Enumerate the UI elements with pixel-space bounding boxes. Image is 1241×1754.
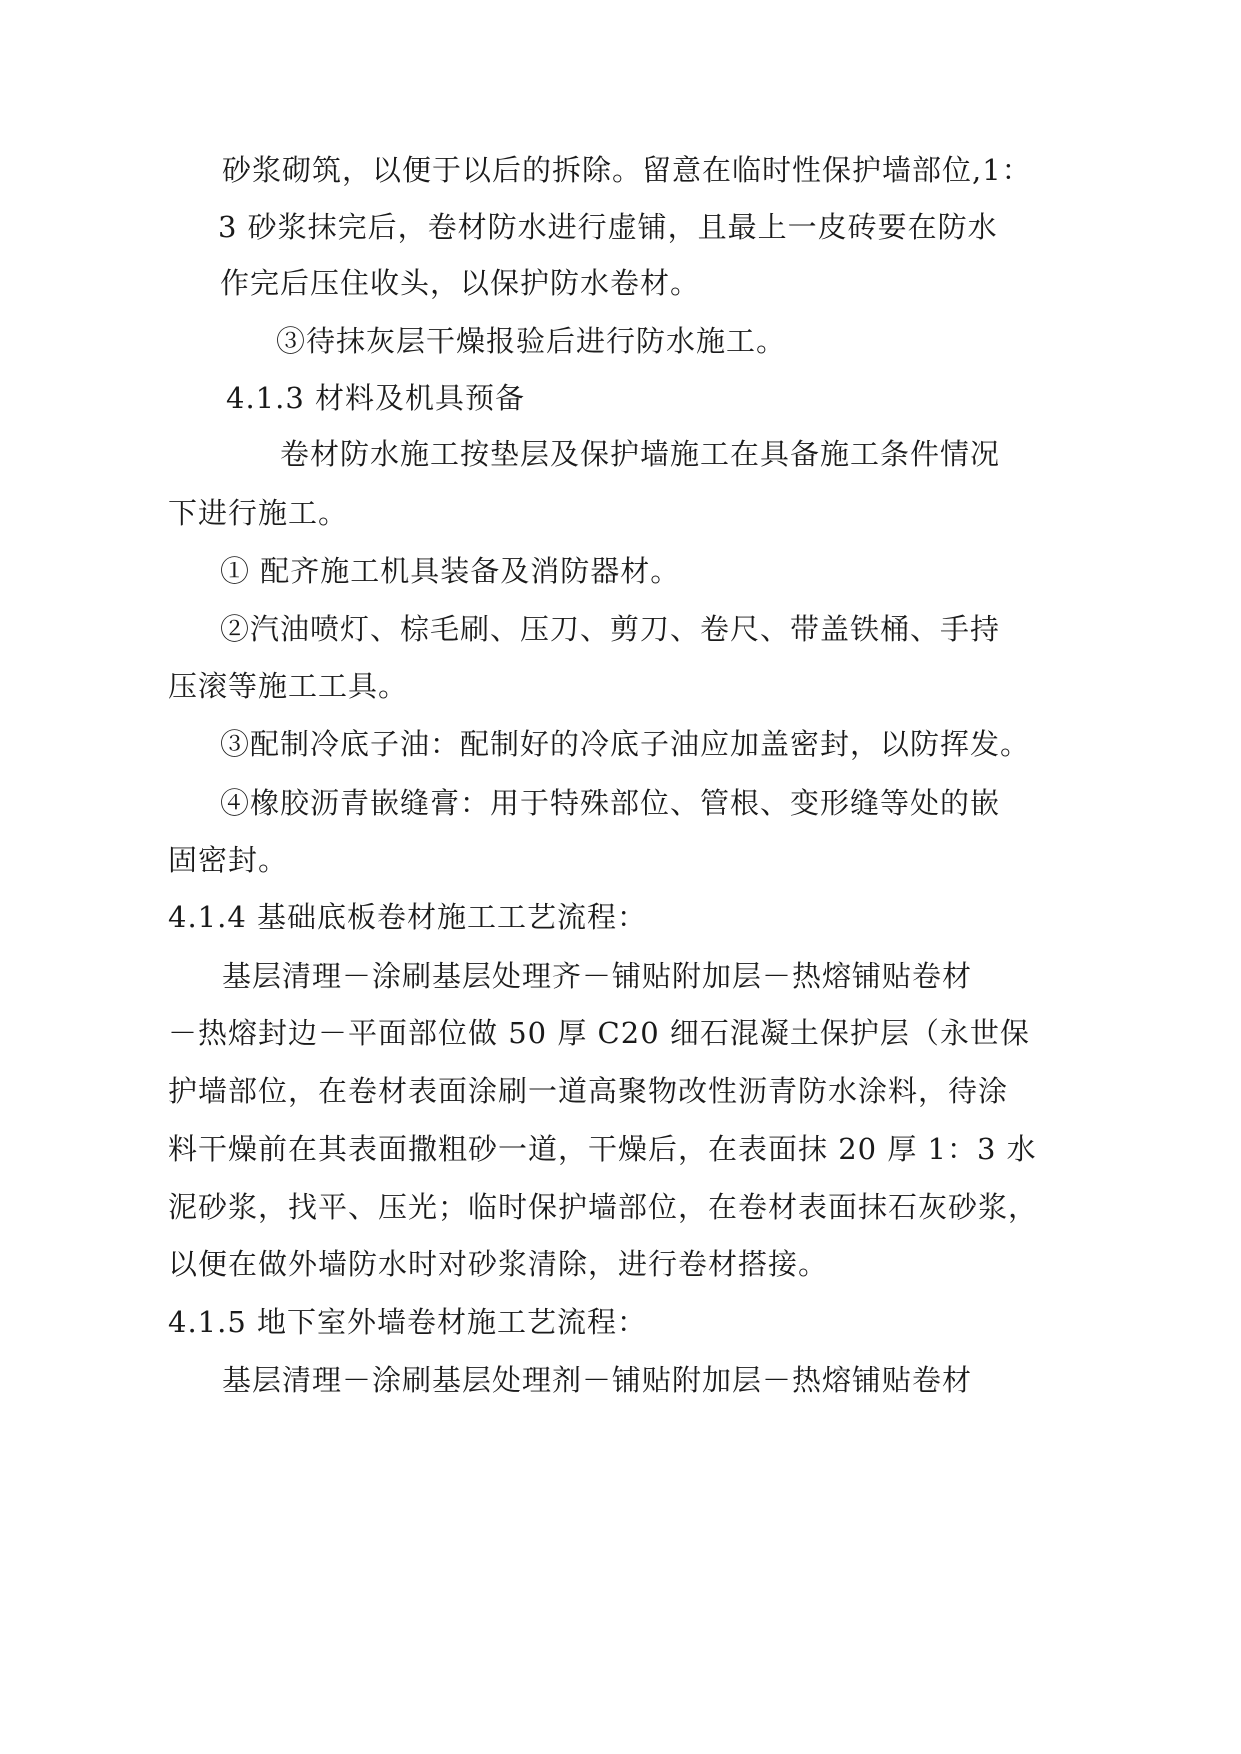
text-line: 卷材防水施工按垫层及保护墙施工在具备施工条件情况 [280, 437, 1001, 471]
text-line: 固密封。 [168, 843, 289, 877]
text-line: 料干燥前在其表面撒粗砂一道，干燥后，在表面抹 20 厚 1：3 水 [168, 1132, 1037, 1166]
text-line: －热熔封边－平面部位做 50 厚 C20 细石混凝土保护层（永世保 [168, 1016, 1030, 1050]
list-item: ③配制冷底子油：配制好的冷底子油应加盖密封，以防挥发。 [220, 727, 1031, 761]
text-line: 3 砂浆抹完后，卷材防水进行虚铺，且最上一皮砖要在防水 [218, 210, 998, 244]
text-line: 泥砂浆，找平、压光；临时保护墙部位，在卷材表面抹石灰砂浆， [168, 1190, 1039, 1224]
text-line: 以便在做外墙防水时对砂浆清除，进行卷材搭接。 [168, 1247, 829, 1281]
section-heading: 4.1.5 地下室外墙卷材施工艺流程： [168, 1305, 648, 1339]
list-item: ②汽油喷灯、棕毛刷、压刀、剪刀、卷尺、带盖铁桶、手持 [220, 612, 1001, 646]
section-heading: 4.1.3 材料及机具预备 [226, 381, 526, 415]
text-line: 砂浆砌筑，以便于以后的拆除。留意在临时性保护墙部位,1： [222, 153, 1032, 187]
section-heading: 4.1.4 基础底板卷材施工工艺流程： [168, 900, 648, 934]
text-line: 下进行施工。 [168, 496, 349, 530]
text-line: 基层清理－涂刷基层处理齐－铺贴附加层－热熔铺贴卷材 [222, 959, 973, 993]
text-line: 压滚等施工工具。 [168, 669, 409, 703]
text-line: 作完后压住收头，以保护防水卷材。 [220, 266, 701, 300]
text-line: ③待抹灰层干燥报验后进行防水施工。 [276, 324, 787, 358]
text-line: 基层清理－涂刷基层处理剂－铺贴附加层－热熔铺贴卷材 [222, 1363, 973, 1397]
list-item: ① 配齐施工机具装备及消防器材。 [220, 554, 681, 588]
list-item: ④橡胶沥青嵌缝膏：用于特殊部位、管根、变形缝等处的嵌 [220, 786, 1001, 820]
text-line: 护墙部位，在卷材表面涂刷一道高聚物改性沥青防水涂料，待涂 [168, 1074, 1009, 1108]
